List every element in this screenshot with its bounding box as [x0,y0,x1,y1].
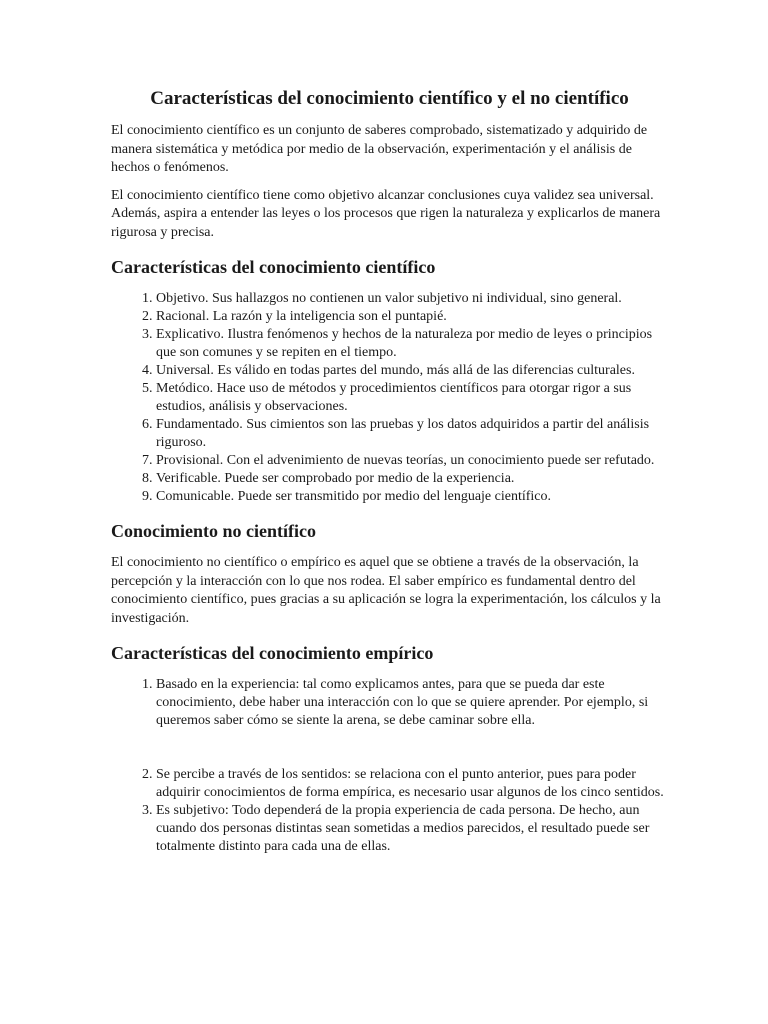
list-item: 2. Se percibe a través de los sentidos: se relaciona con el punto anterior, pues para poder adquirir conocimientos de forma empírica, es necesario usar algunos de los cinco sentidos. [156,766,668,802]
list-item: 1. Objetivo. Sus hallazgos no contienen un valor subjetivo ni individual, sino general. [156,290,668,308]
intro-paragraph-1: El conocimiento científico es un conjunto de saberes comprobado, sistematizado y adquirido de manera sistemática y metódica por medio de la observación, experimentación y el análisis de hechos o fenómenos. [111,123,648,175]
list-item: 5. Metódico. Hace uso de métodos y procedimientos científicos para otorgar rigor a sus estudios, análisis y observaciones. [156,380,668,416]
section-heading-scientific: Características del conocimiento científico [111,257,436,277]
scientific-characteristics-list [111,290,668,506]
list-item: 7. Provisional. Con el advenimiento de nuevas teorías, un conocimiento puede ser refutado. [156,452,668,470]
list-item: 9. Comunicable. Puede ser transmitido por medio del lenguaje científico. [156,488,668,506]
list-item: 3. Es subjetivo: Todo dependerá de la propia experiencia de cada persona. De hecho, aun cuando dos personas distintas sean sometidas a medios parecidos, el resultado puede ser totalmente distinto para cada una de ellas. [156,802,668,856]
empirical-characteristics-list-continued [111,766,668,856]
list-item: 3. Explicativo. Ilustra fenómenos y hechos de la naturaleza por medio de leyes o principios que son comunes y se repiten en el tiempo. [156,326,668,362]
list-item: 6. Fundamentado. Sus cimientos son las pruebas y los datos adquiridos a partir del análisis riguroso. [156,416,668,452]
section-heading-empirical: Características del conocimiento empírico [111,643,434,663]
list-item: 4. Universal. Es válido en todas partes del mundo, más allá de las diferencias culturales. [156,362,668,380]
document-title: Características del conocimiento científico y el no científico [150,88,629,109]
list-item: 2. Racional. La razón y la inteligencia son el puntapié. [156,308,668,326]
intro-paragraph-2: El conocimiento científico tiene como objetivo alcanzar conclusiones cuya validez sea universal. Además, aspira a entender las leyes o los procesos que rigen la naturaleza y explicarlos de manera rigurosa y precisa. [111,187,661,240]
blank-gap [111,730,668,766]
non-scientific-paragraph: El conocimiento no científico o empírico es aquel que se obtiene a través de la observación, la percepción y la interacción con lo que nos rodea. El saber empírico es fundamental dentro del conocimiento científico, pues gracias a su aplicación se logra la experimentación, los cálculos y la investigación. [111,555,661,626]
section-heading-non-scientific: Conocimiento no científico [111,521,316,541]
empirical-characteristics-list [111,676,668,730]
list-item: 1. Basado en la experiencia: tal como explicamos antes, para que se pueda dar este conocimiento, debe haber una interacción con lo que se quiere aprender. Por ejemplo, si queremos saber cómo se siente la arena, se debe caminar sobre ella. [156,676,668,730]
list-item: 8. Verificable. Puede ser comprobado por medio de la experiencia. [156,470,668,488]
